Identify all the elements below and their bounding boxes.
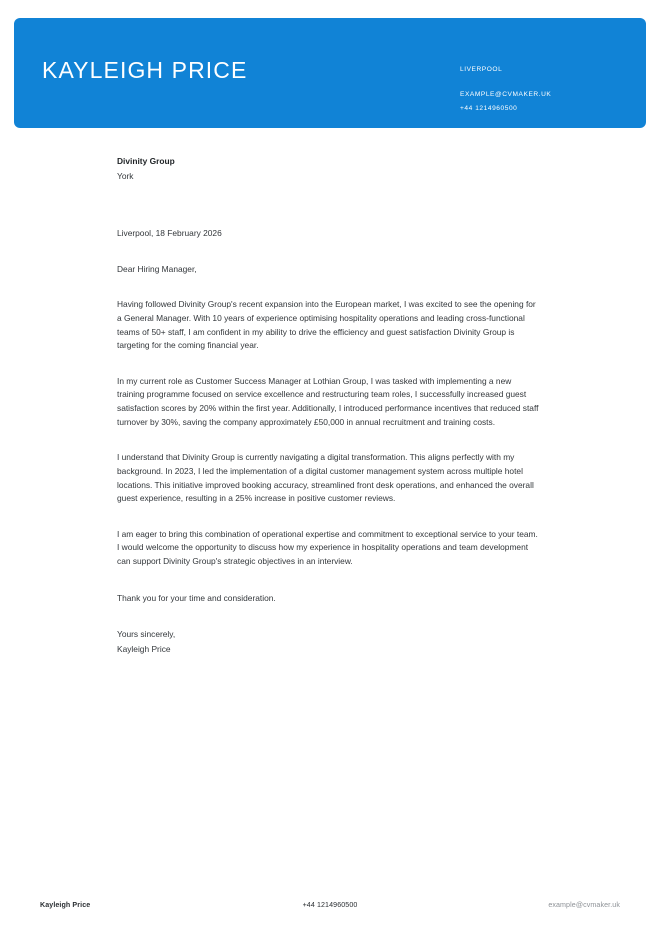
signoff-phrase: Yours sincerely, <box>117 629 176 640</box>
closing-thanks: Thank you for your time and consideration. <box>117 592 276 603</box>
letter-body <box>117 155 541 656</box>
letter-header-banner <box>14 18 646 128</box>
recipient-block <box>117 155 541 183</box>
header-contact-block <box>460 48 551 112</box>
page-footer <box>40 898 620 912</box>
body-paragraph: I am eager to bring this combination of operational expertise and commitment to exceptional service to your team. I would welcome the opportunity to discuss how my experience in hospitality operations and team development can support Divinity Group's strategic objectives in an interview. <box>117 528 538 566</box>
signoff-block <box>117 628 541 656</box>
contact-city: LIVERPOOL <box>460 66 503 73</box>
signature-name: Kayleigh Price <box>117 643 171 654</box>
recipient-city: York <box>117 170 134 181</box>
date-line: Liverpool, 18 February 2026 <box>117 228 222 239</box>
footer-phone: +44 1214960500 <box>302 901 358 909</box>
salutation: Dear Hiring Manager, <box>117 263 197 274</box>
applicant-name: KAYLEIGH PRICE <box>42 57 248 83</box>
contact-email: EXAMPLE@CVMAKER.UK <box>460 91 552 99</box>
contact-phone: +44 1214960500 <box>460 104 518 112</box>
footer-name: Kayleigh Price <box>40 901 91 909</box>
body-paragraph: Having followed Divinity Group's recent expansion into the European market, I was excited to see the opening for a General Manager. With 10 years of experience optimising hospitality operations and leading cross-functional teams of 50+ staff, I am confident in my ability to drive the efficiency and guest satisfaction Divinity Group is targeting for the coming financial year. <box>117 299 536 351</box>
footer-email: example@cvmaker.uk <box>548 901 620 909</box>
body-paragraph: In my current role as Customer Success Manager at Lothian Group, I was tasked with implementing a new training programme focused on service excellence and restructuring team roles, I successfully increased guest satisfaction scores by 20% within the first year. Additionally, I introduced performance incentives that reduced staff turnover by 30%, saving the company approximately £50,000 in annual recruitment and training costs. <box>117 375 539 427</box>
body-paragraph: I understand that Divinity Group is currently navigating a digital transformation. This aligns perfectly with my background. In 2023, I led the implementation of a digital customer management system across multiple hotel locations. This initiative improved booking accuracy, streamlined front desk operations, and enhanced the overall guest experience, resulting in a 25% increase in positive customer reviews. <box>117 452 534 504</box>
recipient-organisation: Divinity Group <box>117 156 175 166</box>
